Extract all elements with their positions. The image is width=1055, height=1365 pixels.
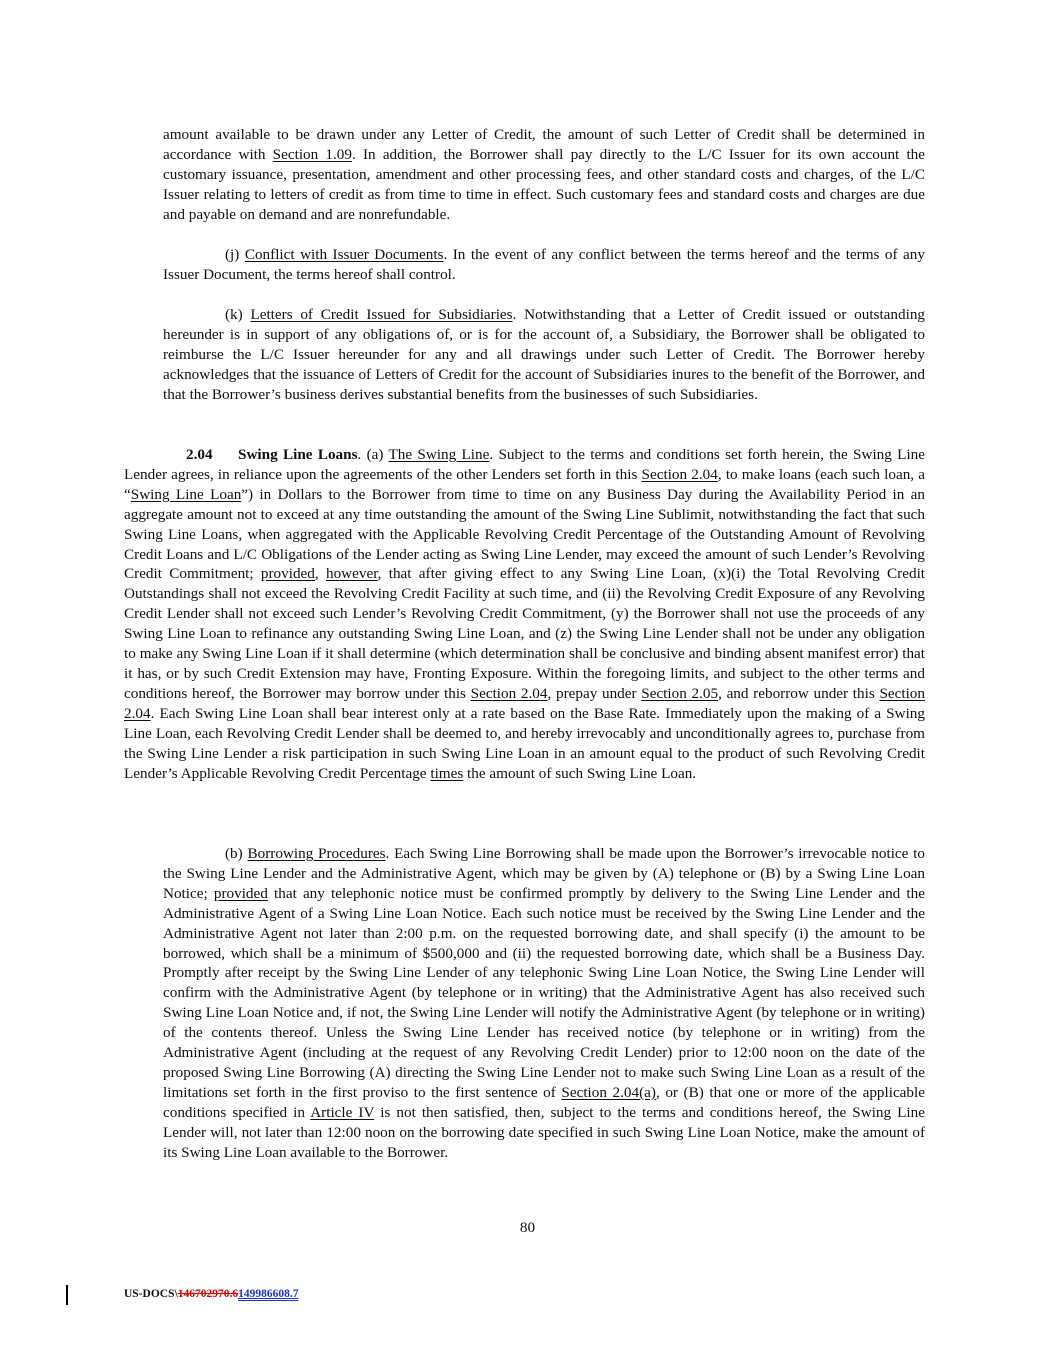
paragraph-j — [163, 245, 925, 285]
section-reference: Section 1.09 — [272, 145, 352, 163]
proviso-term: however — [325, 565, 378, 583]
text: amount available to be drawn under any Letter of Credit, the amount of such Letter of Credit shall be determined in accordance with — [163, 126, 925, 163]
clause-label: (j) — [225, 246, 245, 263]
section-number: 2.04 — [186, 446, 213, 463]
section-reference: Section 2.04 — [124, 684, 925, 722]
proviso-term: provided — [260, 565, 315, 583]
text: , prepay under — [547, 684, 642, 702]
text: . In addition, the Borrower shall pay directly to the L/C Issuer for its own account the customary issuance, presentation, amendment and other processing fees, and other standard costs and charges, of the L/C Issuer relating to letters of credit as from time to time in effect. Such customary fees and standard costs and charges are due and payable on demand and are nonrefundable. — [163, 145, 926, 223]
clause-label: (b) — [225, 845, 248, 862]
section-reference: Section 2.05 — [641, 684, 719, 702]
text: . In the event of any conflict between the terms hereof and the terms of any Issuer Document, the terms hereof shall control. — [163, 246, 925, 283]
text: that any telephonic notice must be confirmed promptly by delivery to the Swing Line Lender and the Administrative Agent of a Swing Line Loan Notice. Each such notice must be received by the Swing Line Lender and the Administrative Agent not later than 2:00 p.m. on the requested borrowing date, and shall specify (i) the amount to be borrowed, which shall be a minimum of $500,000 and (ii) the requested borrowing date, which shall be a Business Day. Promptly after receipt by the Swing Line Lender of any telephonic Swing Line Loan Notice, the Swing Line Lender will confirm with the Administrative Agent (by telephone or in writing) that the Administrative Agent has also received such Swing Line Loan Notice and, if not, the Swing Line Lender will notify the Administrative Agent (by telephone or in writing) of the contents thereof. Unless the Swing Line Lender has received notice (by telephone or in writing) from the Administrative Agent (including at the request of any Revolving Credit Lender) prior to 12:00 noon on the date of the proposed Swing Line Borrowing (A) directing the Swing Line Lender not to make such Swing Line Loan as a result of the limitations set forth in the first proviso to the first sentence of — [163, 884, 925, 1101]
text: . (a) — [357, 446, 389, 463]
text: , to make loans (each such loan, a “ — [124, 465, 925, 503]
text: . Notwithstanding that a Letter of Credit issued or outstanding hereunder is in support of any obligations of, or is for the account of, a Subsidiary, the Borrower shall be obligated to reimburse the L/C Issuer hereunder for any and all drawings under such Letter of Credit. The Borrower hereby acknowledges that the issuance of Letters of Credit for the account of Subsidiaries inures to the benefit of the Borrower, and that the Borrower’s business derives substantial benefits from the businesses of such Subsidiaries. — [163, 306, 926, 403]
clause-heading: The Swing Line — [388, 446, 490, 463]
text: . Each Swing Line Borrowing shall be made upon the Borrower’s irrevocable notice to the Swing Line Lender and the Administrative Agent, which may be given by (A) telephone or (B) by a Swing Line Loan Notice; — [163, 845, 925, 902]
paragraph-k — [163, 305, 925, 405]
text: , and reborrow under this — [718, 684, 880, 702]
section-reference: Section 2.04(a) — [561, 1083, 656, 1101]
change-bar — [66, 1285, 68, 1305]
text: , or (B) that one or more of the applicable conditions specified in — [163, 1083, 925, 1121]
clause-heading: Borrowing Procedures — [247, 845, 386, 862]
text: . Each Swing Line Loan shall bear interest only at a rate based on the Base Rate. Immediately upon the making of a Swing Line Loan, each Revolving Credit Lender shall be deemed to, and hereby irrevocably and unconditionally agrees to, purchase from the Swing Line Lender a risk participation in such Swing Line Loan in an amount equal to the product of such Revolving Credit Lender’s Applicable Revolving Credit Percentage — [124, 704, 925, 782]
emphasis-term: times — [430, 764, 464, 782]
text: , that after giving effect to any Swing Line Loan, (x)(i) the Total Revolving Credit Outstandings shall not exceed the Revolving Credit Facility at such time, and (ii) the Revolving Credit Exposure of any Revolving Credit Lender shall not exceed such Lender’s Revolving Credit Commitment, (y) the Borrower shall not use the proceeds of any Swing Line Loan to refinance any outstanding Swing Line Loan, and (z) the Swing Line Lender shall not be under any obligation to make any Swing Line Loan if it shall determine (which determination shall be conclusive and binding absent manifest error) that it has, or by such Credit Extension may have, Fronting Exposure. Within the foregoing limits, and subject to the other terms and conditions hereof, the Borrower may borrow under this — [124, 565, 926, 702]
article-reference: Article IV — [310, 1103, 375, 1121]
clause-heading: Conflict with Issuer Documents — [244, 246, 444, 263]
document-footer — [124, 1288, 298, 1300]
clause-label: (k) — [225, 306, 251, 323]
section-reference: Section 2.04 — [470, 684, 548, 702]
proviso-term: provided — [213, 884, 268, 902]
footer-prefix: US-DOCS\ — [124, 1288, 178, 1300]
section-2-04 — [124, 445, 925, 783]
inserted-doc-number: 149986608.7 — [238, 1288, 299, 1300]
text: ”) in Dollars to the Borrower from time to time on any Business Day during the Availability Period in an aggregate amount not to exceed at any time outstanding the amount of the Swing Line Sublimit, notwithstanding the fact that such Swing Line Loans, when aggregated with the Applicable Revolving Credit Percentage of the Outstanding Amount of Revolving Credit Loans and L/C Obligations of the Lender acting as Swing Line Lender, may exceed the amount of such Lender’s Revolving Credit Commitment; — [124, 485, 925, 583]
deleted-doc-number: 146702970.6 — [177, 1288, 239, 1300]
section-reference: Section 2.04 — [641, 465, 718, 483]
paragraph-b — [163, 844, 925, 1163]
section-title: Swing Line Loans — [238, 446, 358, 463]
paragraph-i-continuation — [163, 125, 925, 225]
text: , — [314, 565, 326, 583]
text: . Subject to the terms and conditions set forth herein, the Swing Line Lender agrees, in reliance upon the agreements of the other Lenders set forth in this — [124, 446, 925, 483]
defined-term: Swing Line Loan — [130, 485, 242, 503]
clause-heading: Letters of Credit Issued for Subsidiaries — [250, 306, 513, 323]
page-number: 80 — [519, 1219, 536, 1236]
text: the amount of such Swing Line Loan. — [463, 764, 697, 782]
text: is not then satisfied, then, subject to the terms and conditions hereof, the Swing Line Lender will, not later than 12:00 noon on the borrowing date specified in such Swing Line Loan Notice, make the amount of its Swing Line Loan available to the Borrower. — [163, 1103, 925, 1161]
